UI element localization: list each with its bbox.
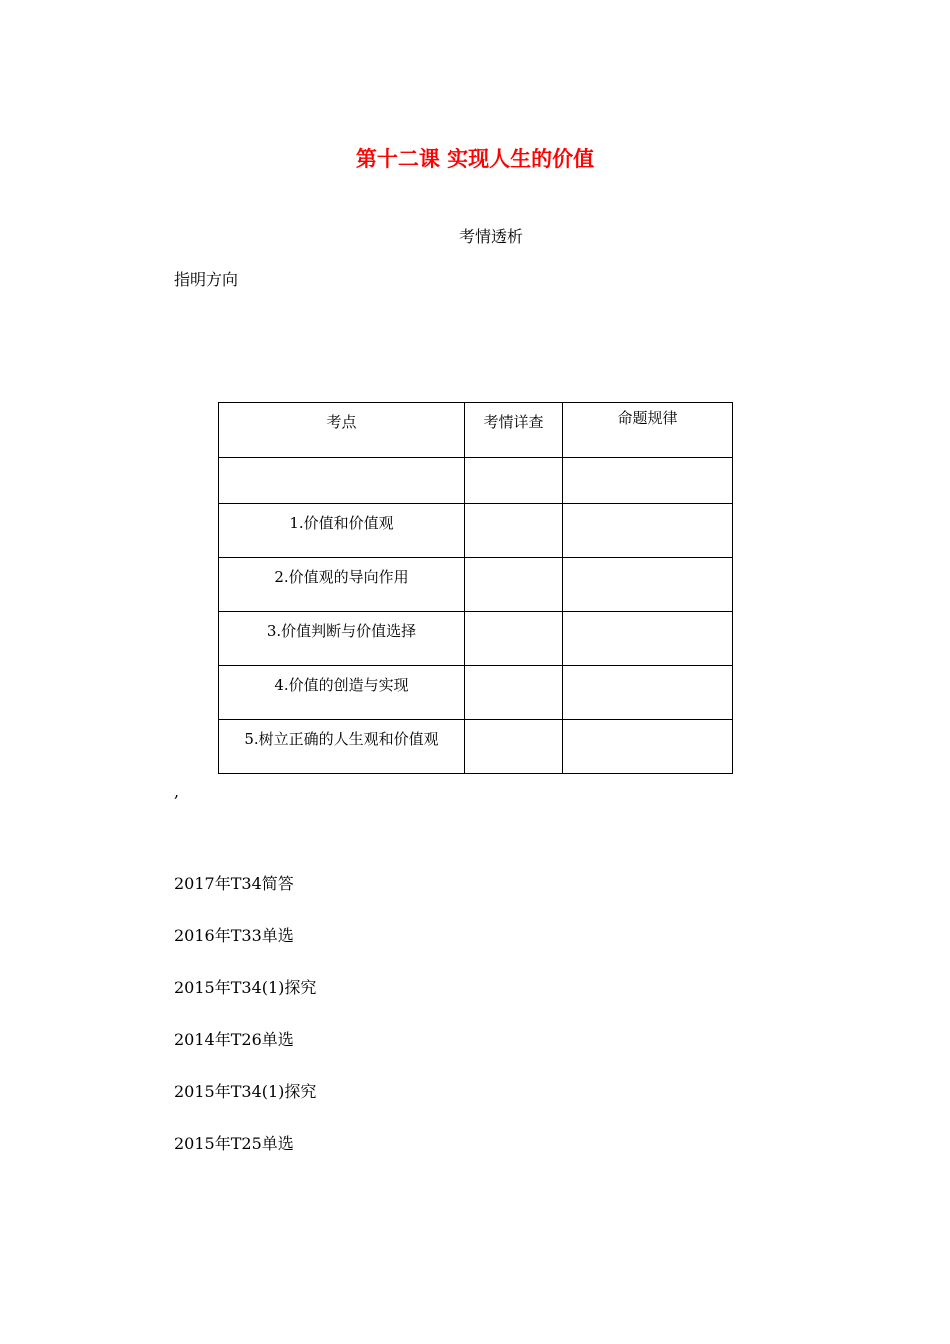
list-item: 2015年T34(1)探究 — [174, 978, 317, 997]
header-question-pattern: 命题规律 — [563, 403, 733, 458]
section-label: 指明方向 — [174, 270, 239, 289]
section-subtitle: 考情透析 — [458, 227, 523, 246]
exam-detail-list — [174, 874, 316, 1186]
table-cell-point: 1.价值和价值观 — [219, 504, 465, 558]
table-row — [219, 720, 733, 774]
table-row — [219, 612, 733, 666]
table-header-row — [219, 403, 733, 458]
table-cell-point: 5.树立正确的人生观和价值观 — [219, 720, 465, 774]
list-item: 2015年T25单选 — [174, 1134, 294, 1153]
header-exam-details: 考情详查 — [465, 403, 563, 458]
table-row — [219, 458, 733, 504]
table-cell-point: 3.价值判断与价值选择 — [219, 612, 465, 666]
table-row — [219, 558, 733, 612]
list-item: 2016年T33单选 — [174, 926, 294, 945]
table-cell-point: 4.价值的创造与实现 — [219, 666, 465, 720]
list-item: 2017年T34简答 — [174, 874, 294, 893]
separator-mark: , — [174, 782, 180, 801]
table-row — [219, 666, 733, 720]
exam-points-table — [218, 402, 733, 774]
table-cell-point: 2.价值观的导向作用 — [219, 558, 465, 612]
list-item: 2015年T34(1)探究 — [174, 1082, 317, 1101]
list-item: 2014年T26单选 — [174, 1030, 294, 1049]
page-title: 第十二课 实现人生的价值 — [355, 147, 595, 171]
header-exam-point: 考点 — [219, 403, 465, 458]
table-row — [219, 504, 733, 558]
